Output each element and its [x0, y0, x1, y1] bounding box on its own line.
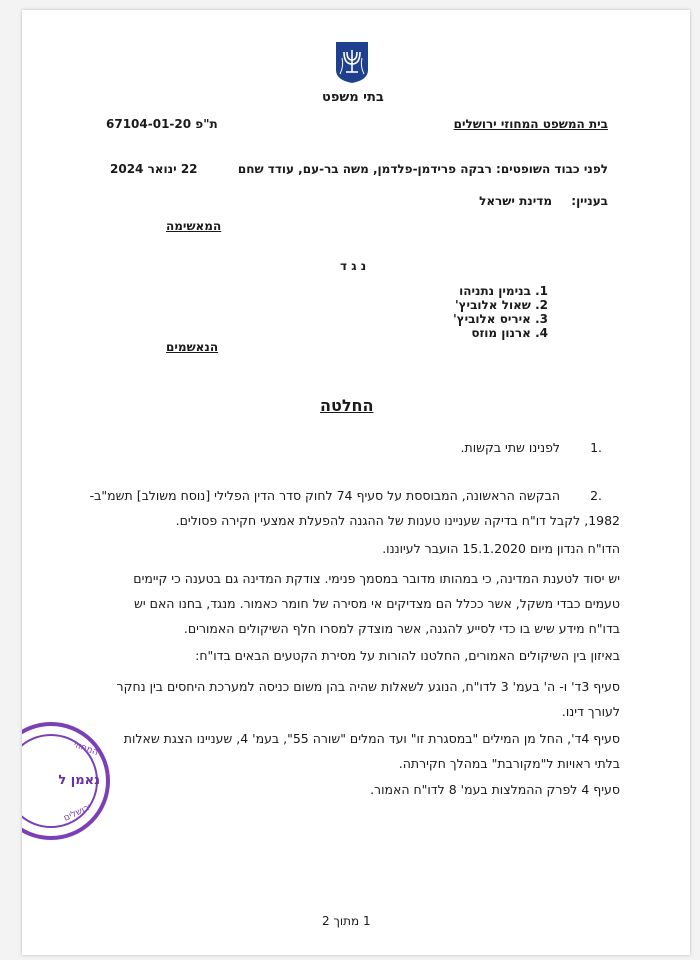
page-indicator: 1 מתוך 2 — [322, 914, 371, 928]
judges-line: לפני כבוד השופטים: רבקה פרידמן-פלדמן, משה בר-עם, עודד שחם — [237, 162, 608, 176]
state-emblem-icon — [334, 40, 370, 84]
state-party: מדינת ישראל — [479, 194, 552, 208]
paragraph-section-3: סעיף 3ד' ו- ה' בעמ' 3 לדו"ח, הנוגע לשאלות שהיה בהן משום כניסה למערכת היחסים בין נחקר לעורך דינו. — [116, 679, 620, 719]
paragraph-balance: באיזון בין השיקולים האמורים, החלטנו להורות על מסירת הקטעים הבאים בדו"ח: — [195, 648, 620, 663]
paragraph-2-line-1: הבקשה הראשונה, המבוססת על סעיף 74 לחוק סדר הדין הפלילי [נוסח משולב] תשמ"ב- — [89, 488, 560, 503]
decision-title: החלטה — [320, 396, 374, 415]
accused-item: 4. ארנון מוזס — [471, 326, 548, 340]
prosecution-label: המאשימה — [166, 219, 222, 233]
regarding-label: בעניין: — [571, 194, 608, 208]
paragraph-state-argument: יש יסוד לטענת המדינה, כי במהותו מדובר במסמך פנימי. צודקת המדינה גם בטענה כי קיימים טעמים כבדי משקל, אשר ככלל הם מצדיקים אי מסירה של חומר כאמור. מנגד, בחנו האם יש בדו"ח מידע שיש בו כדי לסייע להגנה, אשר מוצדק למסרו חלף השיקולים האמורים. — [133, 571, 620, 636]
court-stamp — [22, 722, 110, 840]
paragraph-1-text: לפנינו שתי בקשות. — [460, 440, 560, 455]
accused-item: 2. שאול אלוביץ' — [454, 298, 548, 312]
versus-label: נ ג ד — [340, 259, 367, 273]
court-system-title: בתי משפט — [322, 90, 384, 105]
accused-list — [453, 284, 548, 340]
stamp-main-text: נאמן ל — [58, 773, 100, 788]
case-number: 67104-01-20 — [106, 117, 192, 131]
district-court-name: בית המשפט המחוזי ירושלים — [453, 117, 608, 131]
accused-label: הנאשמים — [166, 340, 219, 354]
paragraph-2-number: 2. — [590, 488, 602, 503]
document-page — [22, 10, 690, 955]
paragraph-recommendations: סעיף 4 לפרק ההמלצות בעמ' 8 לדו"ח האמור. — [370, 782, 620, 797]
stamp-top-text: המחוזי — [71, 739, 99, 759]
stamp-bottom-text: ירושלים — [62, 802, 93, 824]
case-number-line — [106, 117, 218, 131]
case-prefix: ת"פ — [195, 117, 218, 131]
decision-date: 22 ינואר 2024 — [110, 162, 198, 176]
accused-item: 3. איריס אלוביץ' — [452, 312, 548, 326]
paragraph-1-number: 1. — [590, 440, 602, 455]
paragraph-report-date: הדו"ח הנדון מיום 15.1.2020 הועבר לעיוננו. — [382, 541, 620, 556]
paragraph-2-line-2: 1982, לקבל דו"ח בדיקה שעניינו טענות של ההגנה להפעלת אמצעי חקירה פסולים. — [175, 513, 620, 528]
paragraph-section-4d: סעיף 4ד', החל מן המילים "במסגרת זו" ועד המלים "שורה 55", בעמ' 4, שעניינו הצגת שאלות בלתי ראויות ל"מקורבת" במהלך חקירתה. — [123, 731, 620, 771]
accused-item: 1. בנימין נתניהו — [459, 284, 548, 298]
